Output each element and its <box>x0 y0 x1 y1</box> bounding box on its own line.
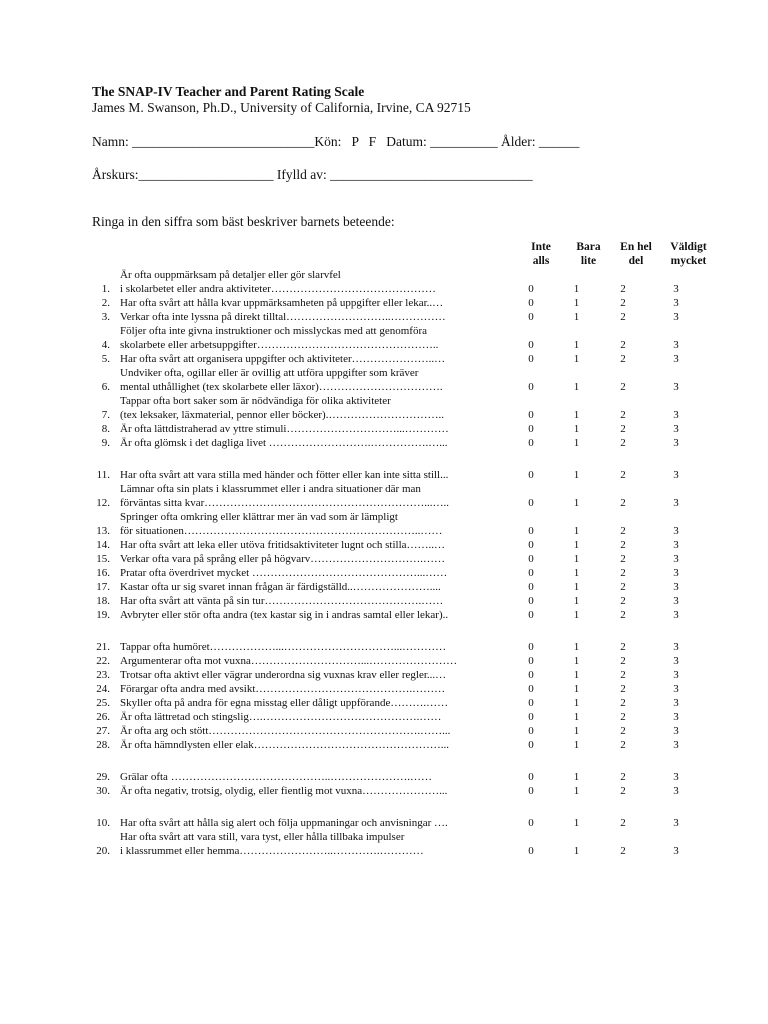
rating-option-1[interactable]: 1 <box>573 353 580 365</box>
item-number: 28. <box>96 739 110 751</box>
column-header-line: del <box>628 255 644 267</box>
item-number: 6. <box>101 381 110 393</box>
rating-option-0[interactable]: 0 <box>528 353 534 365</box>
rating-option-1[interactable]: 1 <box>573 381 580 393</box>
rating-option-1[interactable]: 1 <box>573 785 580 797</box>
rating-option-0[interactable]: 0 <box>528 297 534 309</box>
item-text <box>120 770 508 784</box>
column-header-0 <box>516 240 566 268</box>
item-number: 17. <box>96 581 110 593</box>
group-spacer <box>92 450 728 468</box>
item-text-line: skolarbete eller arbetsuppgifter………………………………………….. <box>120 339 439 351</box>
rating-item <box>92 268 728 296</box>
item-text-line: Skyller ofta på andra för egna misstag eller dåligt uppförande……….…… <box>120 697 449 709</box>
item-text <box>120 324 508 352</box>
column-header-line: mycket <box>670 255 707 267</box>
item-number: 1. <box>101 283 110 295</box>
document-subtitle: James M. Swanson, Ph.D., University of California, Irvine, CA 92715 <box>92 100 471 115</box>
item-number: 26. <box>96 711 110 723</box>
rating-option-0[interactable]: 0 <box>528 655 534 667</box>
rating-option-1[interactable]: 1 <box>573 409 580 421</box>
rating-option-1[interactable]: 1 <box>573 497 580 509</box>
rating-option-2[interactable]: 2 <box>620 609 626 621</box>
rating-item <box>92 310 728 324</box>
rating-item <box>92 784 728 798</box>
item-text <box>120 640 508 654</box>
rating-option-1[interactable]: 1 <box>573 297 580 309</box>
item-text-line: Är ofta hämndlysten eller elak……………………………………………... <box>120 739 450 751</box>
item-number: 29. <box>96 771 110 783</box>
rating-option-3[interactable]: 3 <box>673 567 679 579</box>
rating-item <box>92 366 728 394</box>
item-text-line: Lämnar ofta sin plats i klassrummet eller i andra situationer där man <box>120 483 421 495</box>
rating-option-1[interactable]: 1 <box>573 567 580 579</box>
item-text-line: Verkar ofta inte lyssna på direkt tilltal………………………..…………… <box>120 311 446 323</box>
item-text-line: för situationen………………………………………………………..…… <box>120 525 443 537</box>
item-text-line: Pratar ofta överdrivet mycket ………………………………………...…… <box>120 567 448 579</box>
rating-item <box>92 594 728 608</box>
rating-option-3[interactable]: 3 <box>673 497 679 509</box>
item-text-line: Har ofta svårt att vara stilla med händer och fötter eller kan inte sitta still... <box>120 469 449 481</box>
item-text-line: Avbryter eller stör ofta andra (tex kastar sig in i andras samtal eller lekar).. <box>120 609 449 621</box>
rating-option-0[interactable]: 0 <box>528 817 534 829</box>
item-text-line: Argumenterar ofta mot vuxna…………………………...…………………… <box>120 655 458 667</box>
rating-item <box>92 724 728 738</box>
item-text-line: Är ofta lättretad och stingslig….…………………………………….…… <box>120 711 442 723</box>
rating-option-3[interactable]: 3 <box>673 381 679 393</box>
item-text-line: Grälar ofta ……………………………………..………………….…… <box>120 771 432 783</box>
rating-option-3[interactable]: 3 <box>673 785 679 797</box>
item-text-line: Tappar ofta humöret………………...…………………………...………… <box>120 641 447 653</box>
item-text <box>120 296 508 310</box>
item-text <box>120 738 508 752</box>
rating-option-1[interactable]: 1 <box>573 683 580 695</box>
rating-item <box>92 510 728 538</box>
rating-item <box>92 668 728 682</box>
rating-option-0[interactable]: 0 <box>528 497 534 509</box>
rating-option-2[interactable]: 2 <box>620 353 626 365</box>
rating-option-0[interactable]: 0 <box>528 567 534 579</box>
column-header-line: Väldigt <box>670 241 707 253</box>
rating-item <box>92 324 728 352</box>
item-text-line: Springer ofta omkring eller klättrar mer än vad som är lämpligt <box>120 511 398 523</box>
item-text-line: Kastar ofta ur sig svaret innan frågan är färdigställd..………………….... <box>120 581 441 593</box>
item-number: 7. <box>101 409 110 421</box>
item-text <box>120 668 508 682</box>
rating-item <box>92 682 728 696</box>
rating-option-2[interactable]: 2 <box>620 581 626 593</box>
rating-option-2[interactable]: 2 <box>620 845 626 857</box>
rating-option-1[interactable]: 1 <box>573 669 580 681</box>
rating-option-1[interactable]: 1 <box>573 697 580 709</box>
rating-option-2[interactable]: 2 <box>620 553 626 565</box>
item-number: 30. <box>96 785 110 797</box>
rating-option-3[interactable]: 3 <box>673 409 679 421</box>
item-text-line: Trotsar ofta aktivt eller vägrar underordna sig vuxnas krav eller regler...… <box>120 669 447 681</box>
item-number: 14. <box>96 539 110 551</box>
rating-item <box>92 654 728 668</box>
rating-option-2[interactable]: 2 <box>620 469 626 481</box>
rating-option-2[interactable]: 2 <box>620 655 626 667</box>
item-text <box>120 436 508 450</box>
item-number: 13. <box>96 525 110 537</box>
item-text-line: mental uthållighet (tex skolarbete eller läxor)……………………………. <box>120 381 443 393</box>
rating-option-2[interactable]: 2 <box>620 785 626 797</box>
rating-option-1[interactable]: 1 <box>573 423 580 435</box>
rating-option-1[interactable]: 1 <box>573 525 580 537</box>
item-text <box>120 682 508 696</box>
rating-option-2[interactable]: 2 <box>620 595 626 607</box>
document-title: The SNAP-IV Teacher and Parent Rating Scale <box>92 84 365 99</box>
item-text-line: Har ofta svårt att vara still, vara tyst, eller hålla tillbaka impulser <box>120 831 405 843</box>
item-text <box>120 366 508 394</box>
rating-option-3[interactable]: 3 <box>673 437 679 449</box>
rating-option-1[interactable]: 1 <box>573 581 580 593</box>
rating-option-3[interactable]: 3 <box>673 469 679 481</box>
item-text <box>120 482 508 510</box>
rating-option-0[interactable]: 0 <box>528 683 534 695</box>
item-text-line: Har ofta svårt att organisera uppgifter och aktiviteter…………………..… <box>120 353 446 365</box>
rating-item <box>92 608 728 622</box>
rating-option-0[interactable]: 0 <box>528 845 534 857</box>
rating-option-2[interactable]: 2 <box>620 437 626 449</box>
item-number: 27. <box>96 725 110 737</box>
item-text <box>120 594 508 608</box>
rating-option-1[interactable]: 1 <box>573 595 580 607</box>
rating-option-3[interactable]: 3 <box>673 423 679 435</box>
item-text <box>120 696 508 710</box>
item-number: 25. <box>96 697 110 709</box>
item-text <box>120 552 508 566</box>
item-text <box>120 784 508 798</box>
rating-option-2[interactable]: 2 <box>620 817 626 829</box>
item-text <box>120 394 508 422</box>
rating-item <box>92 640 728 654</box>
item-text <box>120 580 508 594</box>
item-number: 18. <box>96 595 110 607</box>
rating-option-1[interactable]: 1 <box>573 711 580 723</box>
rating-item <box>92 696 728 710</box>
item-text <box>120 608 508 622</box>
rating-option-0[interactable]: 0 <box>528 739 534 751</box>
column-header-2 <box>611 240 661 268</box>
rating-item <box>92 422 728 436</box>
rating-option-3[interactable]: 3 <box>673 669 679 681</box>
item-text-line: Är ofta glömsk i det dagliga livet ……………………….…………….…... <box>120 437 448 449</box>
rating-option-3[interactable]: 3 <box>673 283 679 295</box>
rating-option-0[interactable]: 0 <box>528 725 534 737</box>
item-text-line: Verkar ofta vara på språng eller på högvarv………………………….…… <box>120 553 446 565</box>
item-number: 21. <box>96 641 110 653</box>
item-number: 22. <box>96 655 110 667</box>
rating-option-1[interactable]: 1 <box>573 311 580 323</box>
rating-option-3[interactable]: 3 <box>673 739 679 751</box>
item-text-line: Är ofta arg och stött………………………………………………….……... <box>120 725 451 737</box>
group-spacer <box>92 622 728 640</box>
item-number: 2. <box>101 297 110 309</box>
rating-option-1[interactable]: 1 <box>573 817 580 829</box>
column-header-line: Inte <box>531 241 551 253</box>
rating-option-3[interactable]: 3 <box>673 845 679 857</box>
rating-option-0[interactable]: 0 <box>528 283 534 295</box>
rating-option-0[interactable]: 0 <box>528 339 534 351</box>
item-text-line: förväntas sitta kvar……………………………………………………...….. <box>120 497 450 509</box>
item-text <box>120 352 508 366</box>
rating-option-2[interactable]: 2 <box>620 339 626 351</box>
rating-option-3[interactable]: 3 <box>673 353 679 365</box>
item-number: 10. <box>96 817 110 829</box>
rating-option-0[interactable]: 0 <box>528 525 534 537</box>
rating-item <box>92 566 728 580</box>
item-text <box>120 566 508 580</box>
rating-option-3[interactable]: 3 <box>673 297 679 309</box>
rating-option-1[interactable]: 1 <box>573 437 580 449</box>
rating-item <box>92 436 728 450</box>
item-text <box>120 422 508 436</box>
column-header-3 <box>661 240 716 268</box>
rating-item <box>92 580 728 594</box>
column-header-line: lite <box>580 255 597 267</box>
rating-option-0[interactable]: 0 <box>528 711 534 723</box>
item-text <box>120 468 508 482</box>
rating-option-0[interactable]: 0 <box>528 539 534 551</box>
item-text <box>120 830 508 858</box>
rating-option-3[interactable]: 3 <box>673 553 679 565</box>
instruction-text: Ringa in den siffra som bäst beskriver barnets beteende: <box>92 214 395 229</box>
rating-option-2[interactable]: 2 <box>620 641 626 653</box>
rating-option-3[interactable]: 3 <box>673 641 679 653</box>
rating-option-0[interactable]: 0 <box>528 553 534 565</box>
rating-option-0[interactable]: 0 <box>528 785 534 797</box>
rating-item <box>92 468 728 482</box>
grade-filled-by-fields: Årskurs:____________________ Ifylld av: ______________________________ <box>92 167 533 182</box>
item-text <box>120 510 508 538</box>
rating-option-0[interactable]: 0 <box>528 437 534 449</box>
column-header-line: Bara <box>576 241 601 253</box>
item-number: 19. <box>96 609 110 621</box>
item-text-line: Har ofta svårt att hålla sig alert och följa uppmaningar och anvisningar …. <box>120 817 448 829</box>
item-text-line: Följer ofta inte givna instruktioner och misslyckas med att genomföra <box>120 325 428 337</box>
rating-option-0[interactable]: 0 <box>528 697 534 709</box>
rating-option-2[interactable]: 2 <box>620 567 626 579</box>
item-text <box>120 268 508 296</box>
rating-option-0[interactable]: 0 <box>528 409 534 421</box>
rating-items-list <box>92 268 728 858</box>
item-number: 9. <box>101 437 110 449</box>
rating-option-2[interactable]: 2 <box>620 683 626 695</box>
rating-option-3[interactable]: 3 <box>673 595 679 607</box>
rating-option-3[interactable]: 3 <box>673 525 679 537</box>
rating-item <box>92 352 728 366</box>
rating-option-1[interactable]: 1 <box>573 739 580 751</box>
rating-option-2[interactable]: 2 <box>620 283 626 295</box>
item-text-line: Är ofta lättdistraherad av yttre stimuli…………………………...………… <box>120 423 449 435</box>
rating-item <box>92 552 728 566</box>
item-number: 15. <box>96 553 110 565</box>
rating-option-0[interactable]: 0 <box>528 595 534 607</box>
rating-option-2[interactable]: 2 <box>620 697 626 709</box>
rating-option-1[interactable]: 1 <box>573 641 580 653</box>
item-text-line: (tex leksaker, läxmaterial, pennor eller böcker).………………………….. <box>120 409 444 421</box>
item-text <box>120 710 508 724</box>
item-text <box>120 538 508 552</box>
rating-option-1[interactable]: 1 <box>573 553 580 565</box>
item-text-line: i skolarbetet eller andra aktiviteter……………………………………… <box>120 283 436 295</box>
item-text-line: Förargar ofta andra med avsikt…………………………………….……… <box>120 683 446 695</box>
rating-option-1[interactable]: 1 <box>573 771 580 783</box>
rating-item <box>92 538 728 552</box>
rating-option-2[interactable]: 2 <box>620 381 626 393</box>
rating-option-3[interactable]: 3 <box>673 655 679 667</box>
item-number: 23. <box>96 669 110 681</box>
item-number: 12. <box>96 497 110 509</box>
column-header-1 <box>566 240 611 268</box>
item-text-line: Har ofta svårt att leka eller utöva fritidsaktiviteter lugnt och stilla……..… <box>120 539 446 551</box>
rating-option-0[interactable]: 0 <box>528 771 534 783</box>
rating-option-3[interactable]: 3 <box>673 683 679 695</box>
rating-option-2[interactable]: 2 <box>620 525 626 537</box>
rating-option-0[interactable]: 0 <box>528 609 534 621</box>
rating-option-0[interactable]: 0 <box>528 469 534 481</box>
column-header-line: alls <box>532 255 550 267</box>
column-header-line: En hel <box>620 241 652 253</box>
rating-option-2[interactable]: 2 <box>620 711 626 723</box>
rating-option-1[interactable]: 1 <box>573 845 580 857</box>
rating-option-2[interactable]: 2 <box>620 409 626 421</box>
rating-option-3[interactable]: 3 <box>673 725 679 737</box>
rating-option-0[interactable]: 0 <box>528 581 534 593</box>
rating-option-3[interactable]: 3 <box>673 539 679 551</box>
rating-option-2[interactable]: 2 <box>620 497 626 509</box>
rating-option-1[interactable]: 1 <box>573 655 580 667</box>
item-text-line: i klassrummet eller hemma……………………..………….………… <box>120 845 424 857</box>
rating-option-1[interactable]: 1 <box>573 539 580 551</box>
item-text <box>120 310 508 324</box>
group-spacer <box>92 798 728 816</box>
rating-item <box>92 482 728 510</box>
item-number: 20. <box>96 845 110 857</box>
rating-option-1[interactable]: 1 <box>573 609 580 621</box>
rating-item <box>92 816 728 830</box>
rating-option-2[interactable]: 2 <box>620 725 626 737</box>
item-text <box>120 816 508 830</box>
rating-item <box>92 394 728 422</box>
rating-option-0[interactable]: 0 <box>528 381 534 393</box>
item-text <box>120 654 508 668</box>
item-number: 16. <box>96 567 110 579</box>
item-number: 4. <box>101 339 110 351</box>
rating-option-1[interactable]: 1 <box>573 725 580 737</box>
rating-option-3[interactable]: 3 <box>673 817 679 829</box>
rating-option-0[interactable]: 0 <box>528 641 534 653</box>
rating-item <box>92 770 728 784</box>
rating-option-3[interactable]: 3 <box>673 711 679 723</box>
rating-option-1[interactable]: 1 <box>573 469 580 481</box>
rating-option-1[interactable]: 1 <box>573 339 580 351</box>
rating-item <box>92 738 728 752</box>
item-text-line: Är ofta ouppmärksam på detaljer eller gör slarvfel <box>120 269 341 281</box>
item-number: 24. <box>96 683 110 695</box>
item-number: 11. <box>96 469 110 481</box>
rating-option-3[interactable]: 3 <box>673 771 679 783</box>
rating-column-headers <box>516 240 728 268</box>
item-text-line: Är ofta negativ, trotsig, olydig, eller fientlig mot vuxna…………………... <box>120 785 448 797</box>
rating-option-1[interactable]: 1 <box>573 283 580 295</box>
rating-option-3[interactable]: 3 <box>673 697 679 709</box>
rating-option-3[interactable]: 3 <box>673 311 679 323</box>
rating-option-2[interactable]: 2 <box>620 297 626 309</box>
item-number: 5. <box>101 353 110 365</box>
item-number: 3. <box>101 311 110 323</box>
group-spacer <box>92 752 728 770</box>
rating-option-0[interactable]: 0 <box>528 669 534 681</box>
rating-item <box>92 296 728 310</box>
rating-option-3[interactable]: 3 <box>673 609 679 621</box>
name-gender-date-age-fields: Namn: ___________________________Kön: P F Datum: __________ Ålder: ______ <box>92 134 580 149</box>
item-text-line: Undviker ofta, ogillar eller är ovillig att utföra uppgifter som kräver <box>120 367 419 379</box>
item-text-line: Har ofta svårt att hålla kvar uppmärksamheten på uppgifter eller lekar..… <box>120 297 444 309</box>
rating-option-3[interactable]: 3 <box>673 581 679 593</box>
rating-item <box>92 710 728 724</box>
item-text <box>120 724 508 738</box>
rating-option-2[interactable]: 2 <box>620 539 626 551</box>
rating-option-2[interactable]: 2 <box>620 423 626 435</box>
rating-option-2[interactable]: 2 <box>620 669 626 681</box>
rating-option-2[interactable]: 2 <box>620 771 626 783</box>
item-text-line: Tappar ofta bort saker som är nödvändiga för olika aktiviteter <box>120 395 391 407</box>
rating-option-3[interactable]: 3 <box>673 339 679 351</box>
item-text-line: Har ofta svårt att vänta på sin tur…………………………………….…… <box>120 595 444 607</box>
rating-option-2[interactable]: 2 <box>620 739 626 751</box>
rating-option-0[interactable]: 0 <box>528 311 534 323</box>
rating-item <box>92 830 728 858</box>
rating-option-2[interactable]: 2 <box>620 311 626 323</box>
item-number: 8. <box>101 423 110 435</box>
rating-option-0[interactable]: 0 <box>528 423 534 435</box>
